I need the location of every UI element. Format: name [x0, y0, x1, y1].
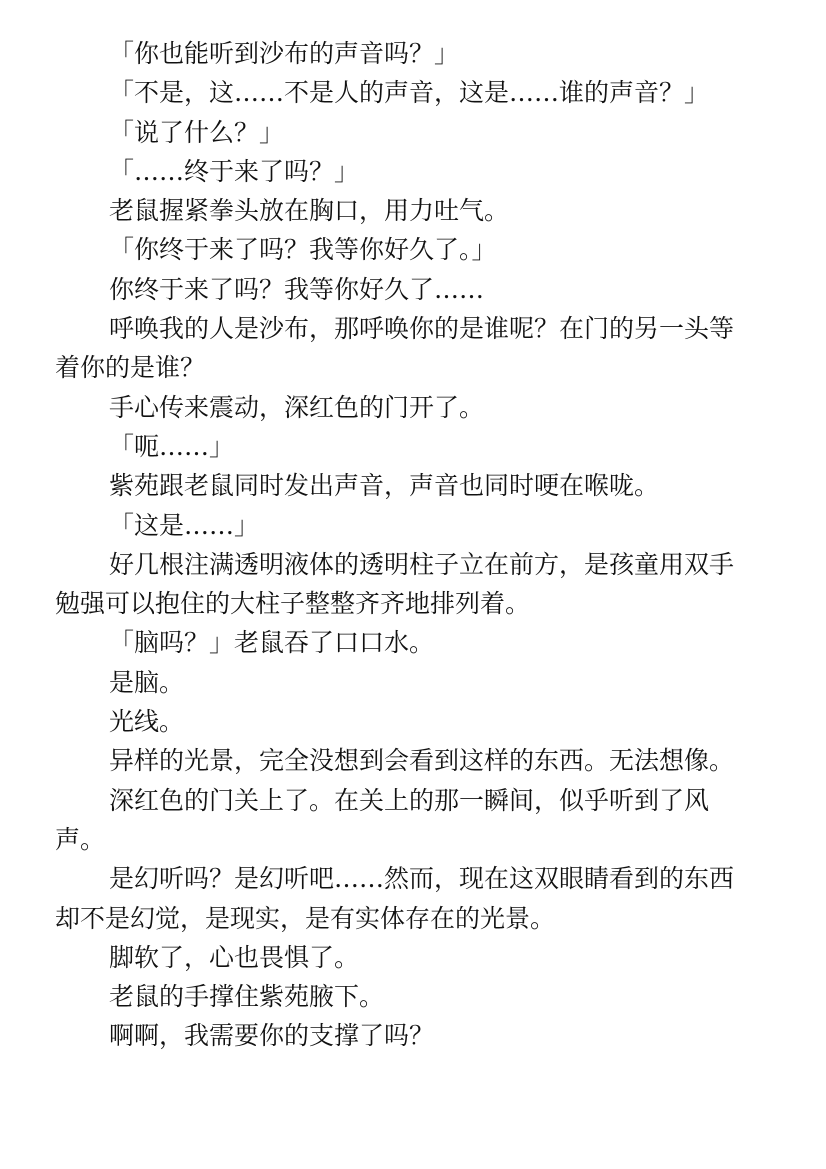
paragraph: 异样的光景，完全没想到会看到这样的东西。无法想像。 — [109, 746, 735, 776]
paragraph: 「……终于来了吗？」 — [109, 156, 360, 186]
paragraph: 「你也能听到沙布的声音吗？」 — [109, 39, 460, 68]
paragraph: 「你终于来了吗？我等你好久了。」 — [109, 235, 497, 265]
paragraph: 呼唤我的人是沙布，那呼唤你的是谁呢？在门的另一头等着你的是谁？ — [55, 314, 735, 383]
paragraph: 「说了什么？」 — [109, 117, 285, 147]
paragraph: 「呃……」 — [109, 431, 235, 461]
paragraph: 啊啊，我需要你的支撑了吗？ — [109, 1021, 435, 1051]
paragraph: 「这是……」 — [109, 510, 260, 540]
paragraph: 「脑吗？」老鼠吞了口口水。 — [109, 628, 435, 658]
paragraph: 手心传来震动，深红色的门开了。 — [109, 392, 485, 422]
paragraph: 脚软了，心也畏惧了。 — [109, 942, 360, 972]
paragraph: 好几根注满透明液体的透明柱子立在前方，是孩童用双手勉强可以抱住的大柱子整整齐齐地排列着。 — [55, 549, 735, 619]
paragraph: 老鼠握紧拳头放在胸口，用力吐气。 — [109, 196, 510, 226]
page-body — [55, 34, 755, 1056]
paragraph: 紫苑跟老鼠同时发出声音，声音也同时哽在喉咙。 — [109, 471, 660, 501]
paragraph: 「不是，这……不是人的声音，这是……谁的声音？」 — [109, 78, 710, 108]
paragraph: 老鼠的手撑住紫苑腋下。 — [109, 982, 385, 1012]
paragraph: 你终于来了吗？我等你好久了…… — [109, 274, 485, 304]
paragraph: 是幻听吗？是幻听吧……然而，现在这双眼睛看到的东西却不是幻觉，是现实，是有实体存在的光景。 — [55, 864, 735, 933]
paragraph: 是脑。 — [109, 667, 185, 697]
paragraph: 光线。 — [109, 707, 185, 737]
paragraph: 深红色的门关上了。在关上的那一瞬间，似乎听到了风声。 — [55, 785, 710, 854]
